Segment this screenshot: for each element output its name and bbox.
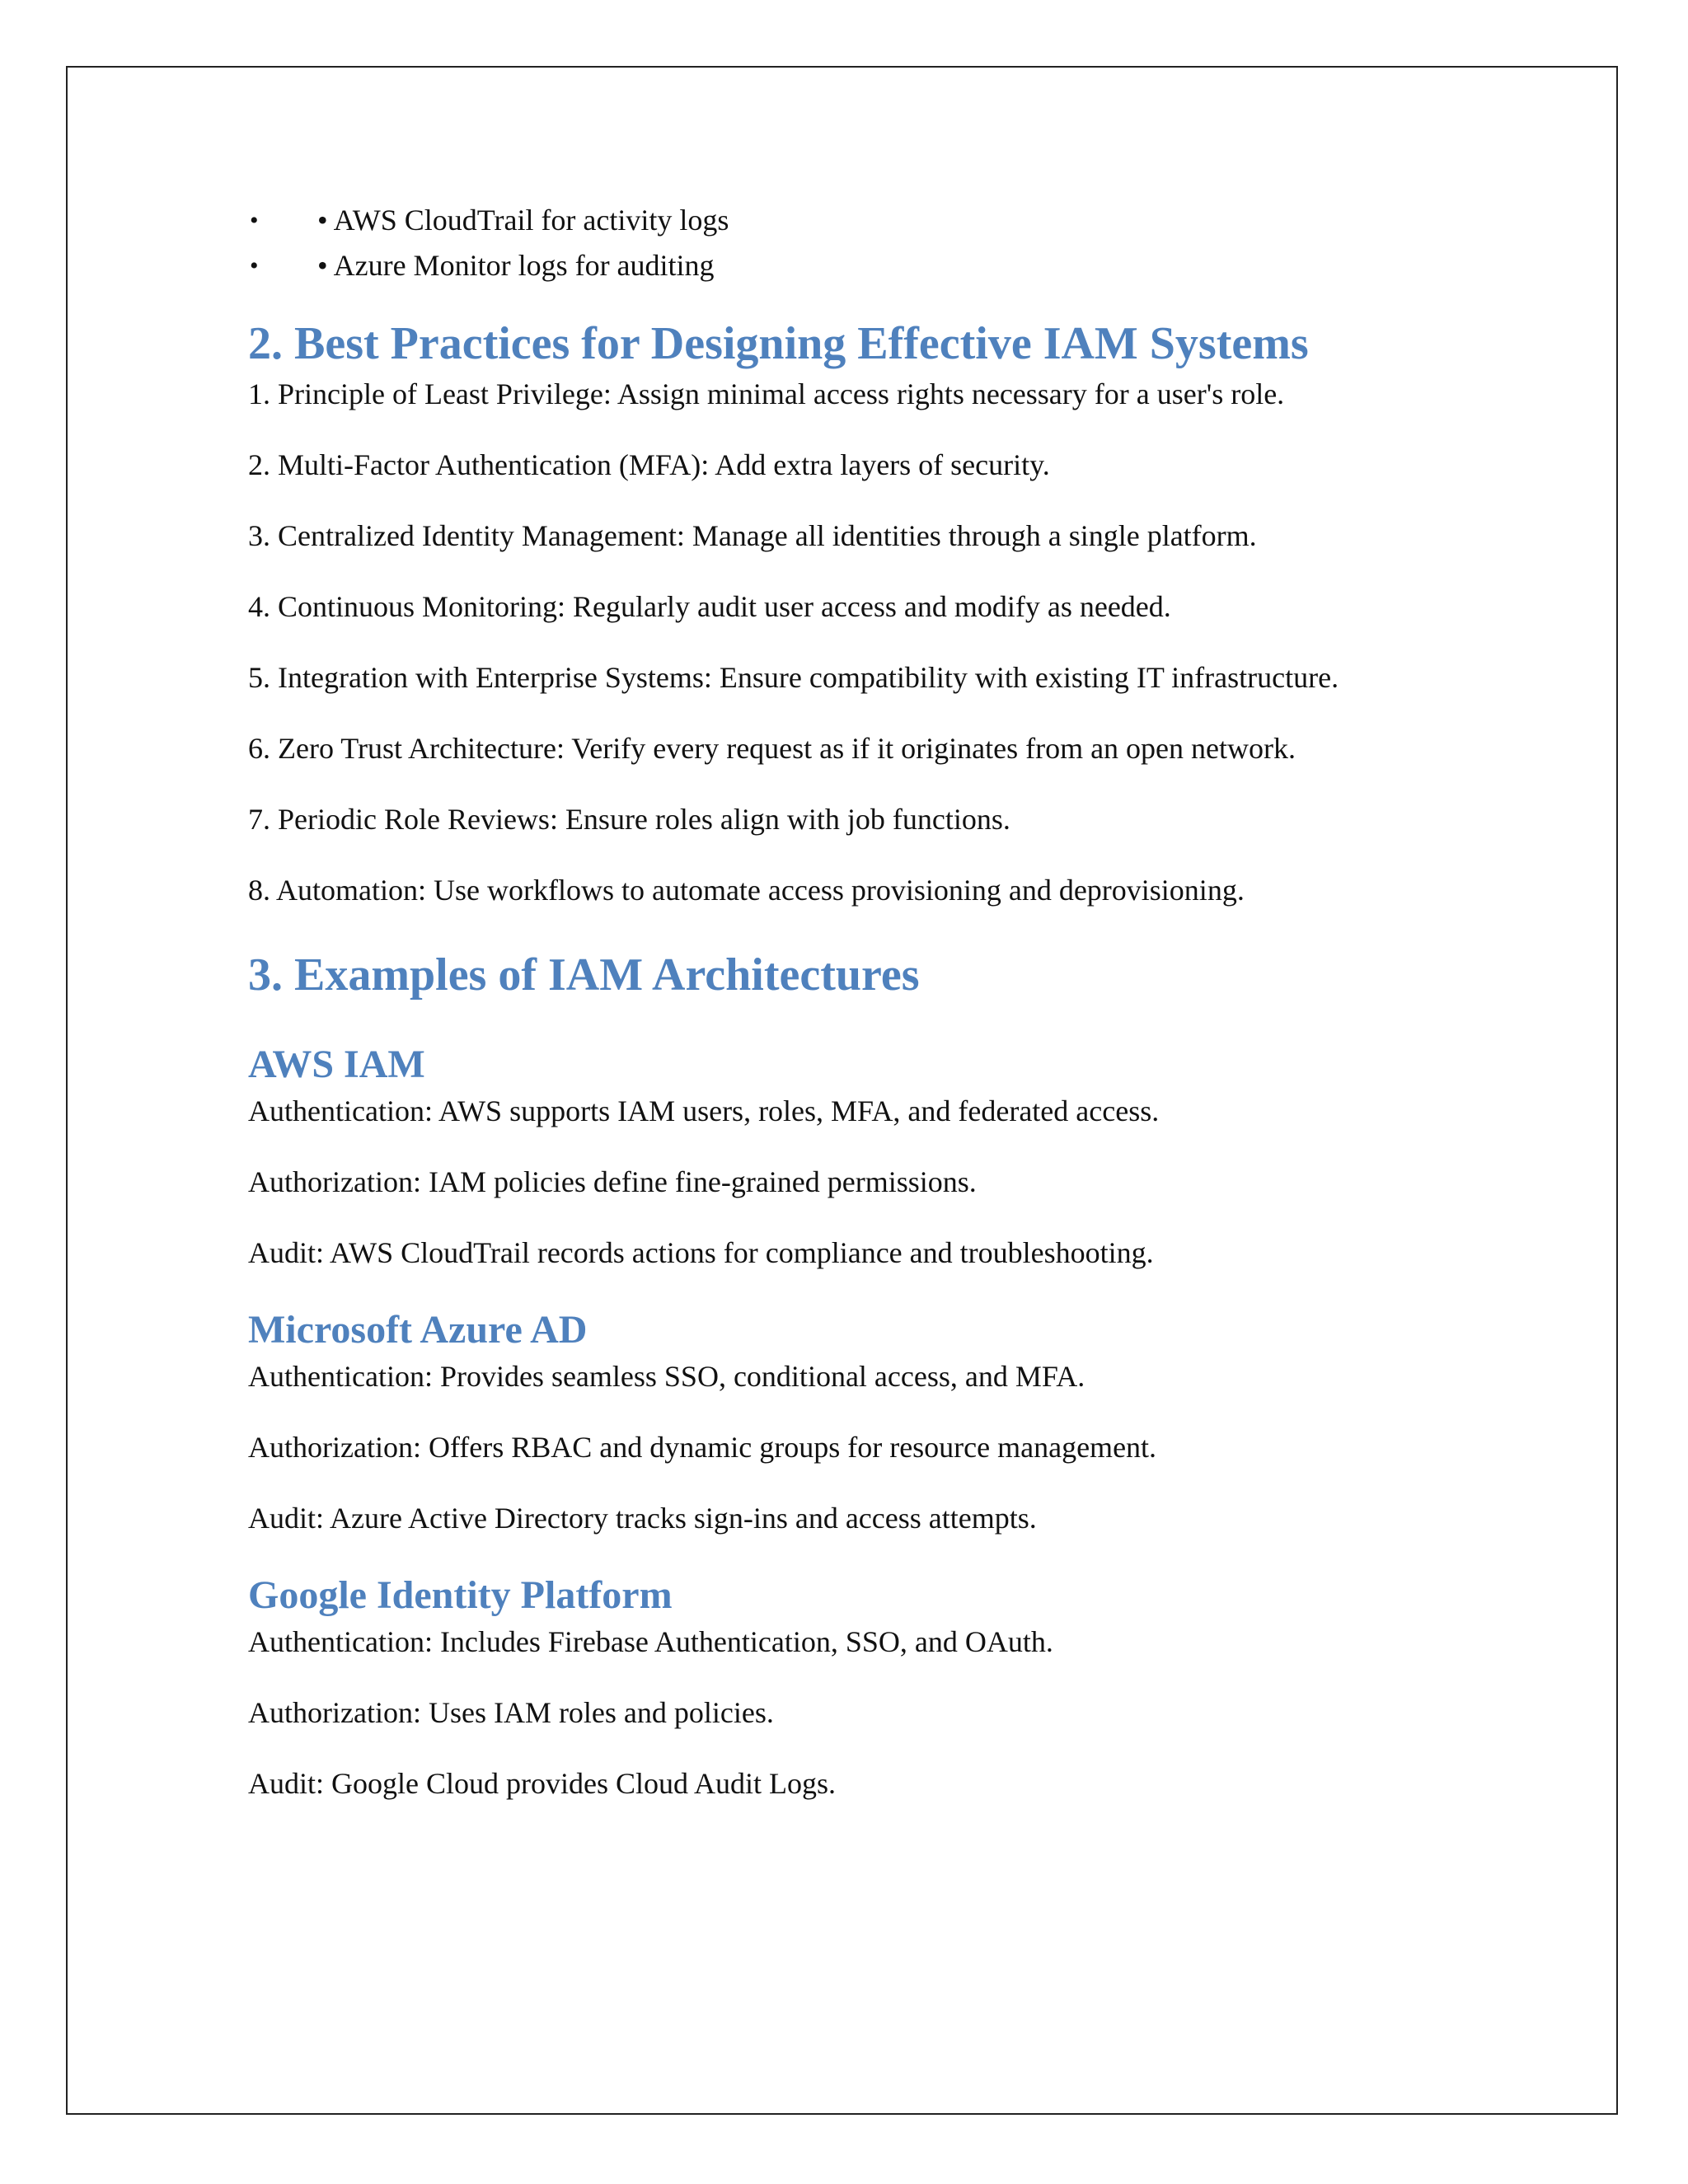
example-azure-ad	[248, 1305, 1443, 1540]
section-heading-examples: 3. Examples of IAM Architectures	[248, 949, 920, 1001]
example-line: Authentication: AWS supports IAM users, roles, MFA, and federated access.	[248, 1094, 1160, 1127]
example-line: Authentication: Includes Firebase Authentication, SSO, and OAuth.	[248, 1625, 1053, 1658]
list-item	[248, 243, 1443, 288]
practice-item: 5. Integration with Enterprise Systems: Ensure compatibility with existing IT infrastructure.	[248, 661, 1339, 694]
document-body	[248, 198, 1443, 1805]
list-item	[248, 198, 1443, 243]
example-heading: Google Identity Platform	[248, 1573, 673, 1617]
practice-item: 7. Periodic Role Reviews: Ensure roles align with job functions.	[248, 803, 1010, 836]
bullet-marker: •	[250, 207, 259, 234]
example-aws-iam	[248, 1040, 1443, 1274]
best-practices-list	[248, 373, 1443, 912]
example-line: Authorization: Uses IAM roles and policies.	[248, 1696, 774, 1729]
practice-item: 1. Principle of Least Privilege: Assign minimal access rights necessary for a user's role.	[248, 377, 1285, 410]
practice-item: 2. Multi-Factor Authentication (MFA): Add extra layers of security.	[248, 448, 1050, 481]
example-line: Authorization: IAM policies define fine-grained permissions.	[248, 1165, 977, 1198]
bullet-marker: •	[250, 252, 259, 279]
example-line: Authentication: Provides seamless SSO, conditional access, and MFA.	[248, 1360, 1085, 1393]
list-item-text: • Azure Monitor logs for auditing	[317, 249, 715, 282]
practice-item: 8. Automation: Use workflows to automate access provisioning and deprovisioning.	[248, 874, 1245, 907]
practice-item: 4. Continuous Monitoring: Regularly audit user access and modify as needed.	[248, 590, 1171, 623]
example-line: Authorization: Offers RBAC and dynamic groups for resource management.	[248, 1431, 1157, 1464]
example-heading: AWS IAM	[248, 1043, 425, 1086]
audit-tools-list	[248, 198, 1443, 288]
example-line: Audit: Azure Active Directory tracks sign-ins and access attempts.	[248, 1502, 1037, 1535]
list-item-text: • AWS CloudTrail for activity logs	[317, 204, 729, 237]
example-line: Audit: Google Cloud provides Cloud Audit Logs.	[248, 1767, 837, 1800]
section-heading-best-practices: 2. Best Practices for Designing Effective IAM Systems	[248, 318, 1309, 369]
example-google-identity	[248, 1571, 1443, 1805]
example-heading: Microsoft Azure AD	[248, 1308, 588, 1352]
example-line: Audit: AWS CloudTrail records actions for compliance and troubleshooting.	[248, 1236, 1154, 1269]
practice-item: 3. Centralized Identity Management: Manage all identities through a single platform.	[248, 519, 1257, 552]
practice-item: 6. Zero Trust Architecture: Verify every request as if it originates from an open network.	[248, 732, 1296, 765]
